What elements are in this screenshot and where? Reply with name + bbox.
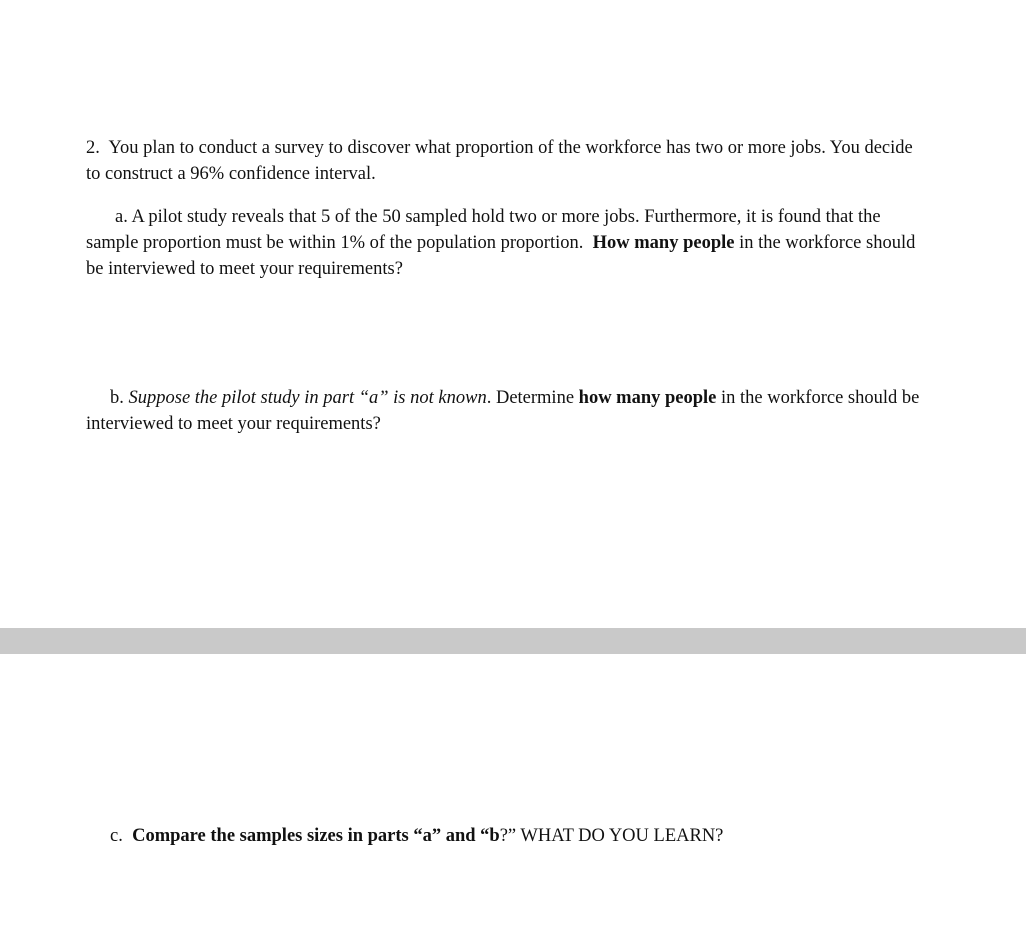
question-number: 2. [86, 138, 100, 158]
part-c-bold-phrase: Compare the samples sizes in parts “a” and “b [132, 826, 500, 846]
question-part-b [86, 385, 926, 437]
question-part-c [110, 823, 910, 849]
part-c-text: ?” WHAT DO YOU LEARN? [499, 826, 724, 846]
part-b-text-end: in the workforce should be interviewed to meet your requirements? [86, 388, 920, 434]
part-a-text-end: in the workforce should be interviewed to meet your requirements? [86, 233, 916, 279]
part-b-bold-phrase: how many people [578, 388, 717, 408]
part-c-label: c. [110, 826, 123, 846]
part-b-italic-phrase: Suppose the pilot study in part “a” is not known [128, 388, 487, 408]
question-part-a [86, 204, 926, 282]
part-b-label: b. [110, 388, 124, 408]
question-2-text: You plan to conduct a survey to discover what proportion of the workforce has two or more jobs. You decide to construct a 96% confidence interval. [86, 138, 913, 184]
part-a-label: a. [115, 207, 128, 227]
part-a-text: A pilot study reveals that 5 of the 50 sampled hold two or more jobs. Furthermore, it is found that the sample proportion must be within 1% of the population proportion. [86, 207, 881, 253]
part-b-text: . Determine [486, 388, 575, 408]
part-a-bold-phrase: How many people [592, 233, 735, 253]
question-2 [86, 135, 926, 187]
page-break-divider [0, 628, 1026, 654]
